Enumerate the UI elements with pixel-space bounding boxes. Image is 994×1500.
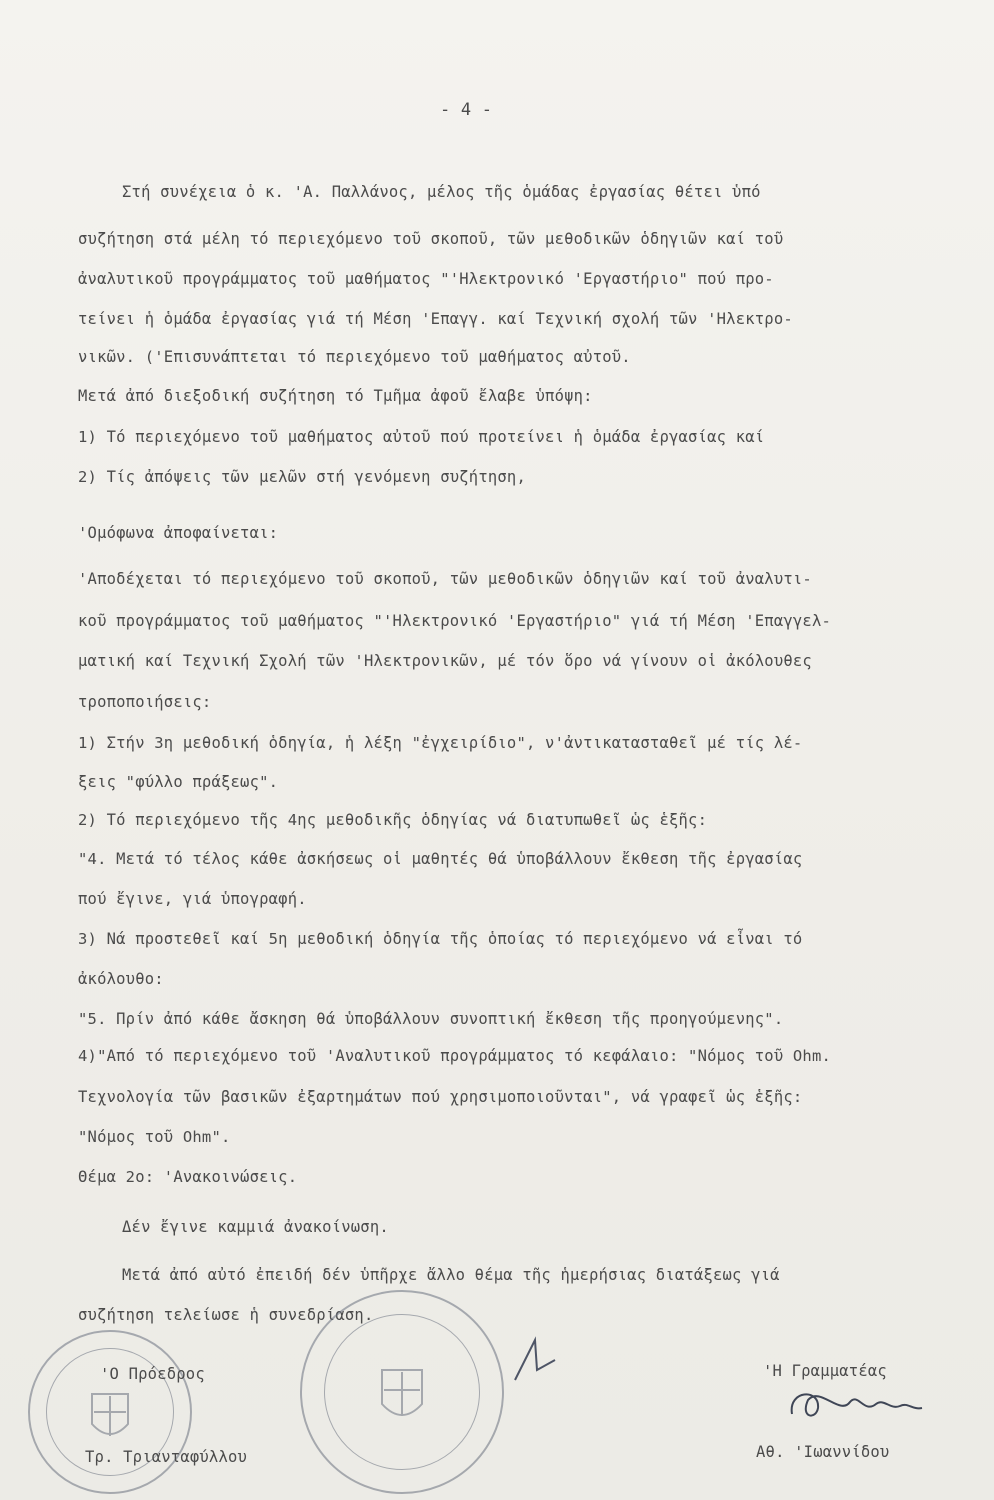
coat-of-arms-icon <box>30 1332 190 1492</box>
official-stamp-right <box>300 1290 504 1494</box>
official-stamp-left <box>28 1330 192 1494</box>
text-line: Δέν ἔγινε καμμιά ἀνακοίνωση. <box>122 1218 389 1236</box>
text-line: Θέμα 2ο: 'Ανακοινώσεις. <box>78 1168 298 1186</box>
text-line: 2) Τίς ἀπόψεις τῶν μελῶν στή γενόμενη συζήτηση, <box>78 468 526 486</box>
text-line: τροποποιήσεις: <box>78 693 212 711</box>
president-title: 'Ο Πρόεδρος <box>100 1365 205 1383</box>
page-number: - 4 - <box>440 100 493 120</box>
text-line: ματική καί Τεχνική Σχολή τῶν 'Ηλεκτρονικῶν, μέ τόν ὅρο νά γίνουν οἱ ἀκόλουθες <box>78 652 812 670</box>
text-line: Μετά ἀπό διεξοδική συζήτηση τό Τμῆμα ἀφοῦ ἔλαβε ὑπόψη: <box>78 387 593 405</box>
text-line: 'Ομόφωνα ἀποφαίνεται: <box>78 524 279 542</box>
text-line: "4. Μετά τό τέλος κάθε ἀσκήσεως οἱ μαθητές θά ὑποβάλλουν ἔκθεση τῆς ἐργασίας <box>78 850 803 868</box>
text-line: Στή συνέχεια ὁ κ. 'Α. Παλλάνος, μέλος τῆς ὁμάδας ἐργασίας θέτει ὑπό <box>122 183 761 201</box>
text-line: 1) Στήν 3η μεθοδική ὁδηγία, ἡ λέξη "ἐγχειρίδιο", ν'ἀντικατασταθεῖ μέ τίς λέ- <box>78 734 803 752</box>
secretary-title: 'Η Γραμματέας <box>763 1362 887 1380</box>
initials-mark-icon <box>505 1330 565 1390</box>
president-name: Τρ. Τριανταφύλλου <box>85 1448 248 1466</box>
text-line: "Νόμος τοῦ Ohm". <box>78 1128 231 1146</box>
text-line: πού ἔγινε, γιά ὑπογραφή. <box>78 890 307 908</box>
text-line: 'Αποδέχεται τό περιεχόμενο τοῦ σκοποῦ, τῶν μεθοδικῶν ὁδηγιῶν καί τοῦ ἀναλυτι- <box>78 570 812 588</box>
text-line: κοῦ προγράμματος τοῦ μαθήματος "'Ηλεκτρονικό 'Εργαστήριο" γιά τή Μέση 'Επαγγελ- <box>78 612 832 630</box>
text-line: τείνει ἡ ὁμάδα ἐργασίας γιά τή Μέση 'Επαγγ. καί Τεχνική σχολή τῶν 'Ηλεκτρο- <box>78 310 793 328</box>
text-line: νικῶν. ('Επισυνάπτεται τό περιεχόμενο τοῦ μαθήματος αὐτοῦ. <box>78 348 631 366</box>
text-line: 3) Νά προστεθεῖ καί 5η μεθοδική ὁδηγία τῆς ὁποίας τό περιεχόμενο νά εἶναι τό <box>78 930 803 948</box>
text-line: "5. Πρίν ἀπό κάθε ἄσκηση θά ὑποβάλλουν συνοπτική ἔκθεση τῆς προηγούμενης". <box>78 1010 784 1028</box>
handwritten-signature-icon <box>780 1380 930 1430</box>
coat-of-arms-icon <box>302 1292 502 1492</box>
text-line: 2) Τό περιεχόμενο τῆς 4ης μεθοδικῆς ὁδηγίας νά διατυπωθεῖ ὡς ἑξῆς: <box>78 811 708 829</box>
text-line: συζήτηση τελείωσε ἡ συνεδρίαση. <box>78 1306 374 1324</box>
text-line: Τεχνολογία τῶν βασικῶν ἐξαρτημάτων πού χρησιμοποιοῦνται", νά γραφεῖ ὡς ἑξῆς: <box>78 1088 803 1106</box>
text-line: ἀκόλουθο: <box>78 970 164 988</box>
text-line: 4)"Από τό περιεχόμενο τοῦ 'Αναλυτικοῦ προγράμματος τό κεφάλαιο: "Νόμος τοῦ Ohm. <box>78 1047 832 1065</box>
text-line: 1) Τό περιεχόμενο τοῦ μαθήματος αὐτοῦ πού προτείνει ἡ ὁμάδα ἐργασίας καί <box>78 428 765 446</box>
text-line: συζήτηση στά μέλη τό περιεχόμενο τοῦ σκοποῦ, τῶν μεθοδικῶν ὁδηγιῶν καί τοῦ <box>78 230 784 248</box>
secretary-name: Αθ. 'Ιωαννίδου <box>756 1443 890 1461</box>
text-line: ἀναλυτικοῦ προγράμματος τοῦ μαθήματος "'Ηλεκτρονικό 'Εργαστήριο" πού προ- <box>78 270 774 288</box>
text-line: Μετά ἀπό αὐτό ἐπειδή δέν ὑπῆρχε ἄλλο θέμα τῆς ἡμερήσιας διατάξεως γιά <box>122 1266 780 1284</box>
text-line: ξεις "φύλλο πράξεως". <box>78 773 279 791</box>
